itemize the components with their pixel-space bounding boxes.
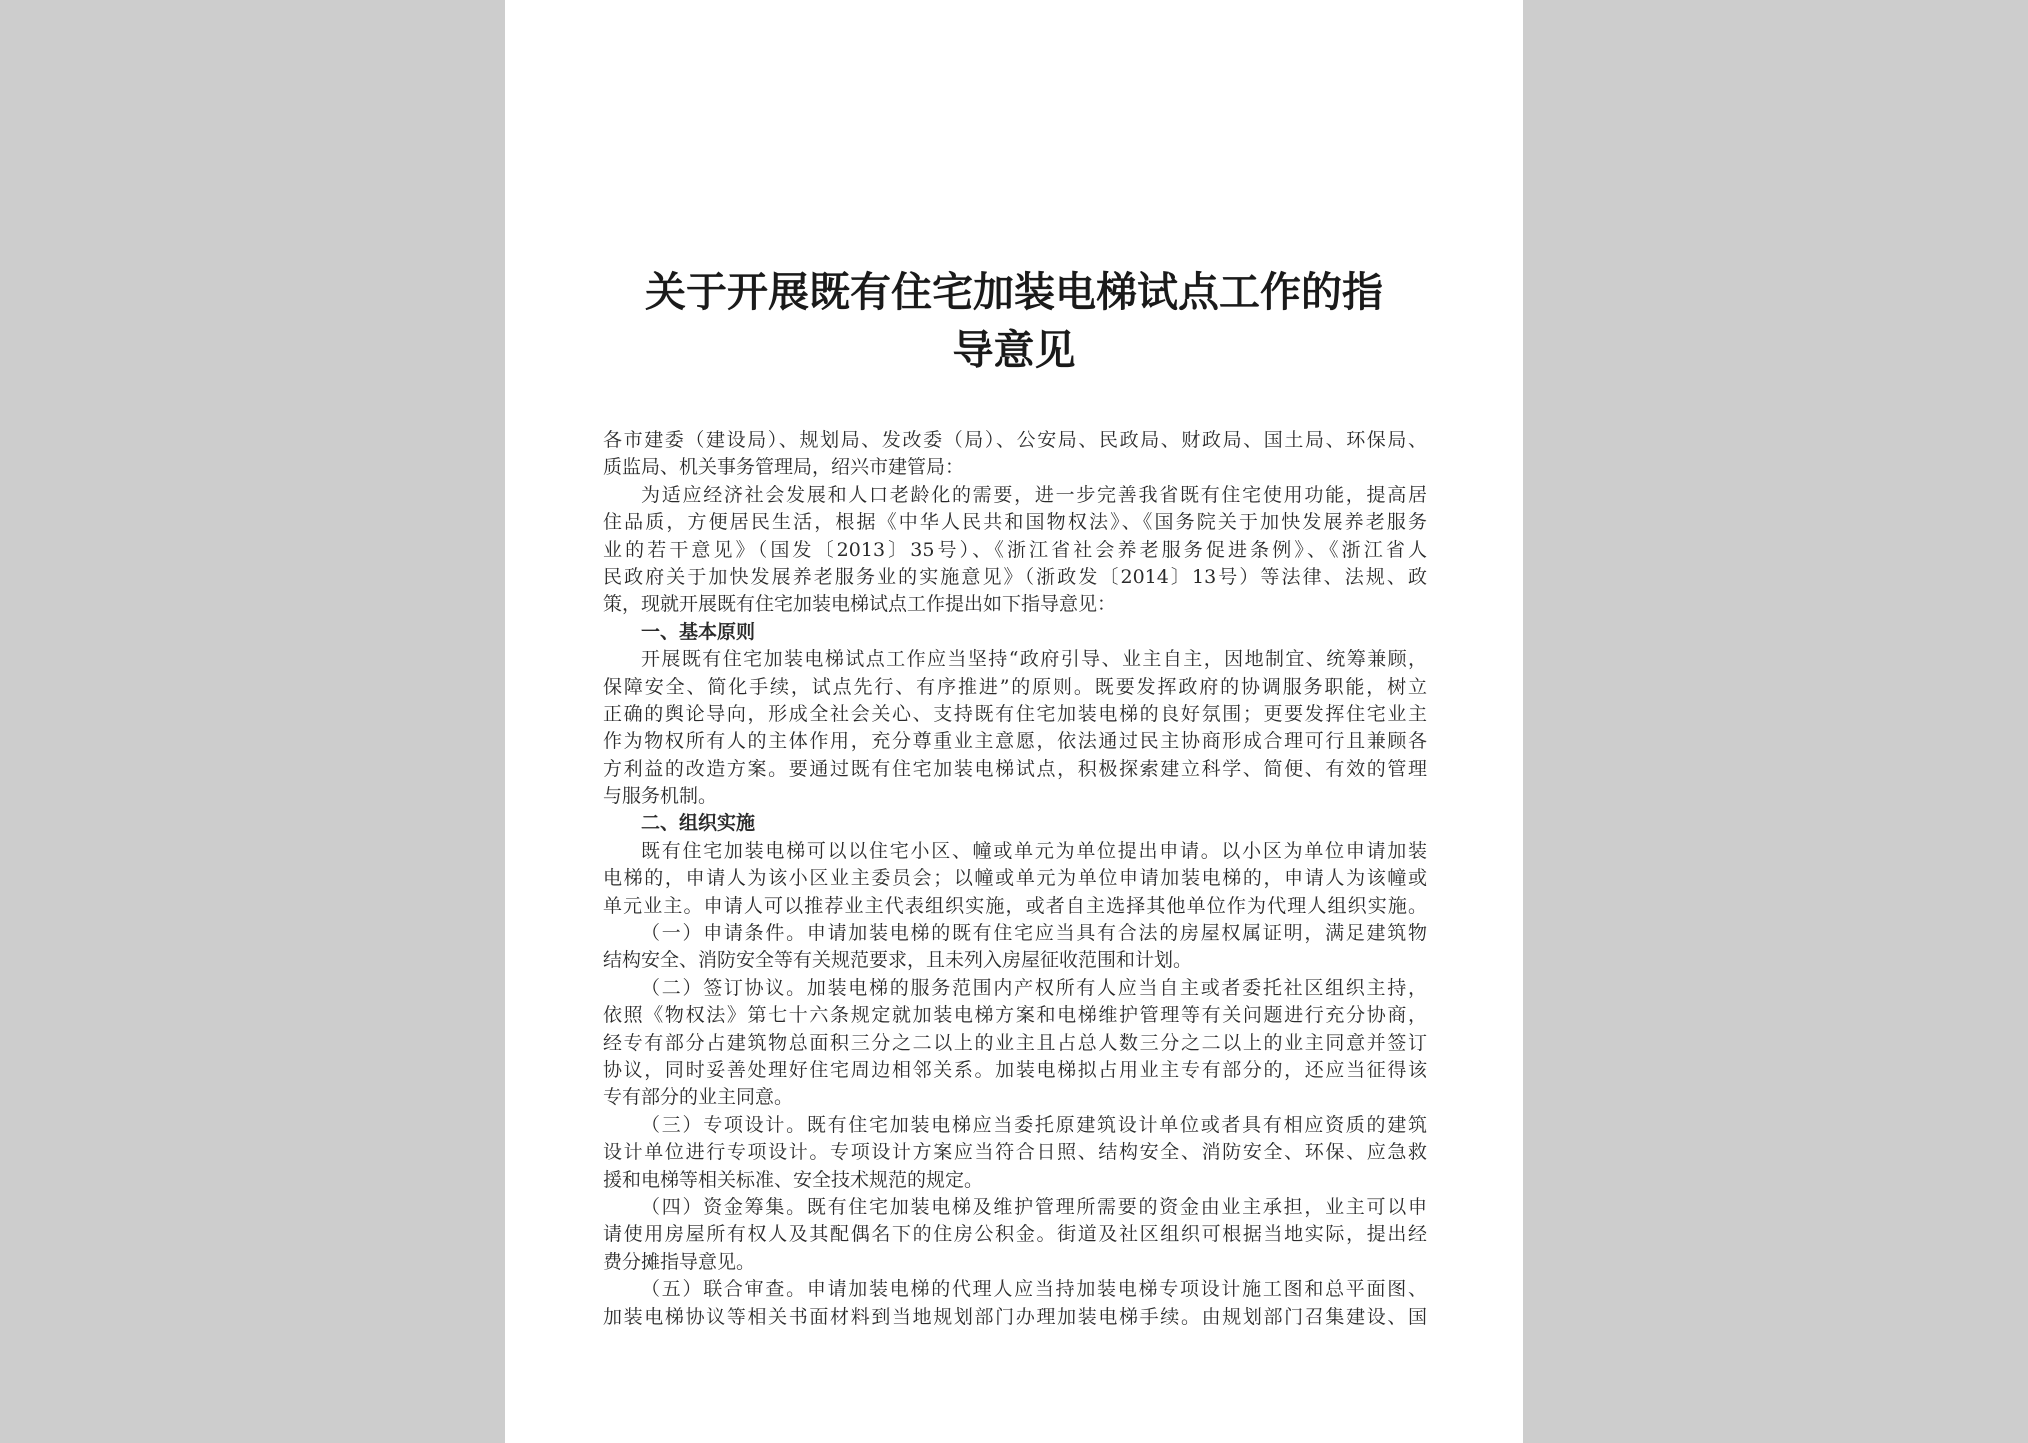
section-heading: 二、组织实施 [641,812,756,835]
body-text-line: 既有住宅加装电梯可以以住宅小区、幢或单元为单位提出申请。以小区为单位申请加装 [641,839,1427,862]
document-body [603,427,1427,1331]
body-text-line: 正确的舆论导向，形成全社会关心、支持既有住宅加装电梯的良好氛围；更要发挥住宅业主 [603,702,1427,725]
document-title-line: 导意见 [952,326,1076,374]
document-title [505,263,1523,379]
section-heading: 一、基本原则 [641,620,756,643]
body-text-line: 费分摊指导意见。 [603,1250,756,1273]
body-text-line: （一）申请条件。申请加装电梯的既有住宅应当具有合法的房屋权属证明，满足建筑物 [641,922,1427,945]
body-text-line: 方利益的改造方案。要通过既有住宅加装电梯试点，积极探索建立科学、简便、有效的管理 [603,757,1427,780]
body-text-line: 专有部分的业主同意。 [603,1086,794,1109]
body-text-line: 设计单位进行专项设计。专项设计方案应当符合日照、结构安全、消防安全、环保、应急救 [603,1141,1427,1164]
body-text-line: （二）签订协议。加装电梯的服务范围内产权所有人应当自主或者委托社区组织主持， [641,976,1427,999]
body-text-line: 与服务机制。 [603,785,718,808]
body-text-line: （三）专项设计。既有住宅加装电梯应当委托原建筑设计单位或者具有相应资质的建筑 [641,1113,1427,1136]
body-text-line: 单元业主。申请人可以推荐业主代表组织实施，或者自主选择其他单位作为代理人组织实施。 [603,894,1427,917]
body-text-line: 加装电梯协议等相关书面材料到当地规划部门办理加装电梯手续。由规划部门召集建设、国 [603,1305,1427,1328]
body-text-line: 保障安全、简化手续，试点先行、有序推进”的原则。既要发挥政府的协调服务职能，树立 [603,675,1427,698]
body-text-line: 援和电梯等相关标准、安全技术规范的规定。 [603,1168,984,1191]
document-page [505,0,1523,1443]
document-title-line: 关于开展既有住宅加装电梯试点工作的指 [645,268,1383,316]
body-text-line: （四）资金筹集。既有住宅加装电梯及维护管理所需要的资金由业主承担，业主可以申 [641,1195,1427,1218]
body-text-line: 结构安全、消防安全等有关规范要求，且未列入房屋征收范围和计划。 [603,949,1193,972]
body-text-line: 请使用房屋所有权人及其配偶名下的住房公积金。街道及社区组织可根据当地实际，提出经 [603,1223,1427,1246]
body-text-line: 经专有部分占建筑物总面积三分之二以上的业主且占总人数三分之二以上的业主同意并签订 [603,1031,1427,1054]
body-text-line: 依照《物权法》第七十六条规定就加装电梯方案和电梯维护管理等有关问题进行充分协商， [603,1004,1427,1027]
body-text-line: 住品质，方便居民生活，根据《中华人民共和国物权法》、《国务院关于加快发展养老服务 [603,511,1427,534]
body-text-line: 协议，同时妥善处理好住宅周边相邻关系。加装电梯拟占用业主专有部分的，还应当征得该 [603,1058,1427,1081]
body-text-line: 业的若干意见》（国发〔2013〕35号）、《浙江省社会养老服务促进条例》、《浙江省人 [603,538,1427,561]
body-text-line: 质监局、机关事务管理局，绍兴市建管局： [603,456,965,479]
body-text-line: 民政府关于加快发展养老服务业的实施意见》（浙政发〔2014〕13号）等法律、法规、政 [603,565,1427,588]
body-text-line: 开展既有住宅加装电梯试点工作应当坚持“政府引导、业主自主，因地制宜、统筹兼顾， [641,648,1427,671]
body-text-line: 为适应经济社会发展和人口老龄化的需要，进一步完善我省既有住宅使用功能，提高居 [641,483,1427,506]
body-text-line: 电梯的，申请人为该小区业主委员会；以幢或单元为单位申请加装电梯的，申请人为该幢或 [603,867,1427,890]
body-text-line: （五）联合审查。申请加装电梯的代理人应当持加装电梯专项设计施工图和总平面图、 [641,1278,1427,1301]
body-text-line: 策，现就开展既有住宅加装电梯试点工作提出如下指导意见： [603,593,1117,616]
body-text-line: 作为物权所有人的主体作用，充分尊重业主意愿，依法通过民主协商形成合理可行且兼顾各 [603,730,1427,753]
body-text-line: 各市建委（建设局）、规划局、发改委（局）、公安局、民政局、财政局、国土局、环保局、 [603,429,1427,451]
